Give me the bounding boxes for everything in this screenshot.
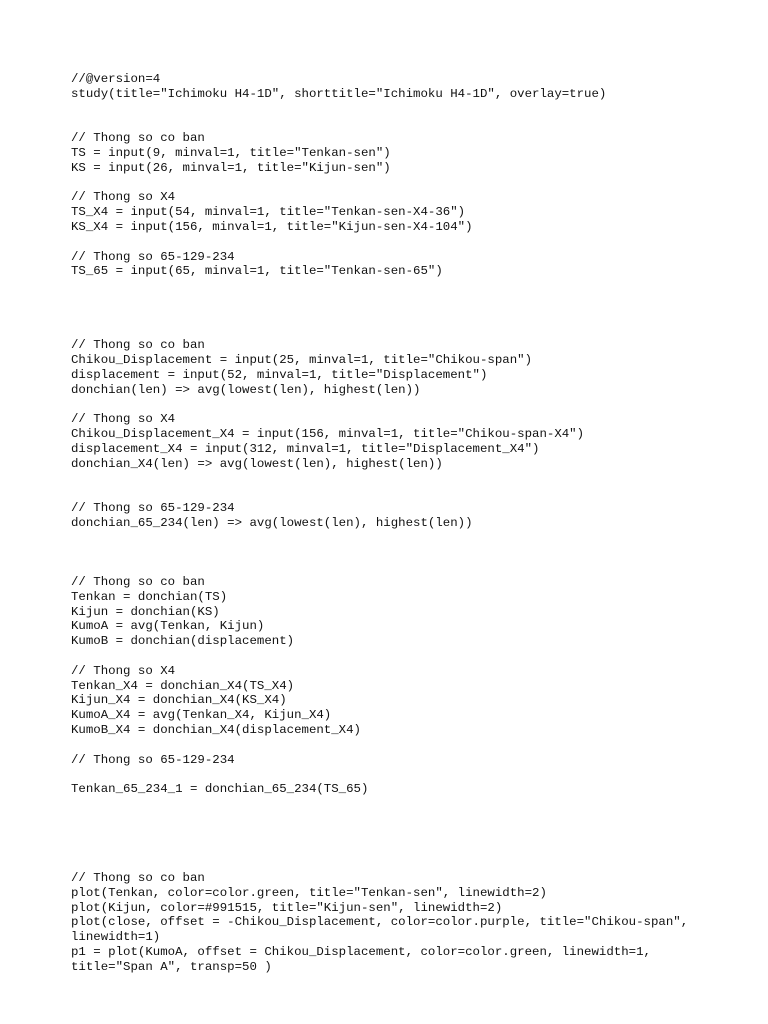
code-line: plot(close, offset = -Chikou_Displacement, color=color.purple, title="Chikou-span", [71, 915, 689, 930]
code-comment-line: // Thong so X4 [71, 412, 176, 427]
blank-line [71, 560, 731, 575]
code-line: KumoB_X4 = donchian_X4(displacement_X4) [71, 723, 361, 738]
blank-line [71, 398, 731, 413]
code-line: KumoA_X4 = avg(Tenkan_X4, Kijun_X4) [71, 708, 332, 723]
blank-line [71, 309, 731, 324]
blank-line [71, 546, 731, 561]
code-line: donchian_65_234(len) => avg(lowest(len), highest(len)) [71, 515, 473, 530]
code-comment-line: // Thong so 65-129-234 [71, 249, 235, 264]
code-line: displacement_X4 = input(312, minval=1, title="Displacement_X4") [71, 441, 540, 456]
code-line: TS = input(9, minval=1, title="Tenkan-sen") [71, 145, 391, 160]
blank-line [71, 116, 731, 131]
code-line: Chikou_Displacement = input(25, minval=1, title="Chikou-span") [71, 353, 533, 368]
blank-line [71, 827, 731, 842]
blank-line [71, 856, 731, 871]
code-line: p1 = plot(KumoA, offset = Chikou_Displacement, color=color.green, linewidth=1, [71, 945, 651, 960]
code-line: Kijun = donchian(KS) [71, 604, 220, 619]
code-comment-line: // Thong so X4 [71, 190, 176, 205]
blank-line [71, 486, 731, 501]
blank-line [71, 279, 731, 294]
code-line: study(title="Ichimoku H4-1D", shorttitle="Ichimoku H4-1D", overlay=true) [71, 86, 607, 101]
blank-line [71, 649, 731, 664]
blank-line [71, 176, 731, 191]
code-line: displacement = input(52, minval=1, title="Displacement") [71, 367, 488, 382]
code-comment-line: //@version=4 [71, 72, 161, 86]
blank-line [71, 102, 731, 117]
code-line: TS_65 = input(65, minval=1, title="Tenkan-sen-65") [71, 264, 443, 279]
code-line: TS_X4 = input(54, minval=1, title="Tenkan-sen-X4-36") [71, 205, 466, 220]
code-comment-line: // Thong so co ban [71, 338, 205, 353]
code-line: linewidth=1) [71, 930, 161, 945]
code-line: KS = input(26, minval=1, title="Kijun-sen") [71, 160, 391, 175]
blank-line [71, 812, 731, 827]
code-comment-line: // Thong so co ban [71, 575, 205, 590]
code-line: plot(Tenkan, color=color.green, title="Tenkan-sen", linewidth=2) [71, 885, 547, 900]
blank-line [71, 738, 731, 753]
code-comment-line: // Thong so co ban [71, 131, 205, 146]
code-line: KS_X4 = input(156, minval=1, title="Kijun-sen-X4-104") [71, 219, 473, 234]
code-line: Tenkan = donchian(TS) [71, 589, 228, 604]
code-comment-line: // Thong so 65-129-234 [71, 501, 235, 516]
code-comment-line: // Thong so 65-129-234 [71, 752, 235, 767]
code-line: title="Span A", transp=50 ) [71, 959, 272, 974]
blank-line [71, 531, 731, 546]
blank-line [71, 472, 731, 487]
code-line: KumoB = donchian(displacement) [71, 634, 295, 649]
code-line: Kijun_X4 = donchian_X4(KS_X4) [71, 693, 287, 708]
blank-line [71, 235, 731, 250]
code-comment-line: // Thong so co ban [71, 871, 205, 886]
code-line: donchian(len) => avg(lowest(len), highest(len)) [71, 382, 421, 397]
code-line: Chikou_Displacement_X4 = input(156, minval=1, title="Chikou-span-X4") [71, 427, 585, 442]
blank-line [71, 324, 731, 339]
blank-line [71, 797, 731, 812]
blank-line [71, 841, 731, 856]
code-line: KumoA = avg(Tenkan, Kijun) [71, 619, 265, 634]
code-comment-line: // Thong so X4 [71, 663, 176, 678]
code-line: donchian_X4(len) => avg(lowest(len), highest(len)) [71, 456, 443, 471]
code-line: plot(Kijun, color=#991515, title="Kijun-sen", linewidth=2) [71, 900, 503, 915]
code-line: Tenkan_X4 = donchian_X4(TS_X4) [71, 678, 295, 693]
blank-line [71, 294, 731, 309]
code-line: Tenkan_65_234_1 = donchian_65_234(TS_65) [71, 782, 369, 797]
code-block [71, 72, 731, 975]
blank-line [71, 767, 731, 782]
